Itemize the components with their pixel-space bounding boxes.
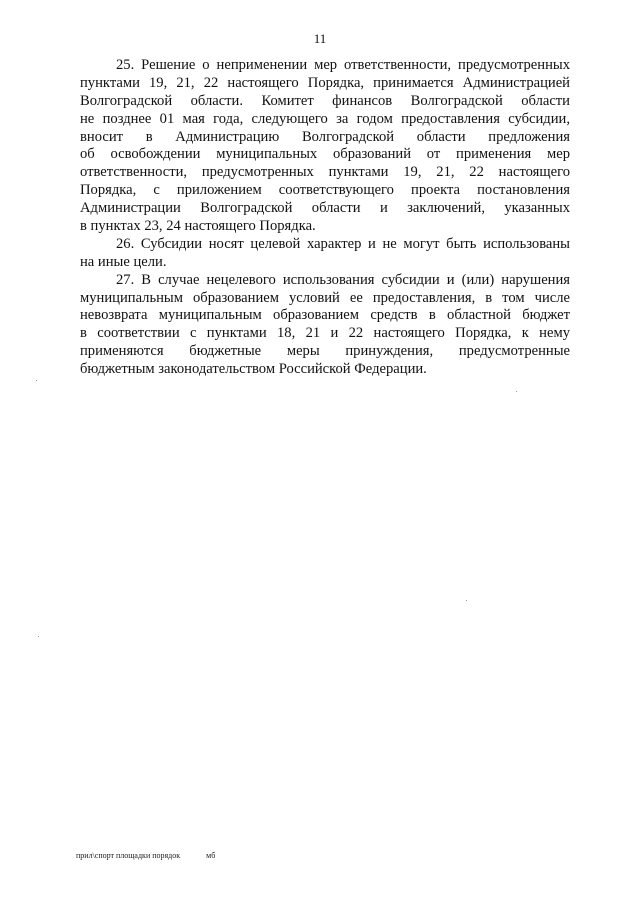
scan-speck [516, 391, 517, 392]
text-line: в пунктах 23, 24 настоящего Порядка. [80, 218, 316, 235]
text-line: вносит в Администрацию Волгоградской области предложения [80, 128, 570, 145]
footer-file-reference [76, 851, 215, 861]
page-number: 11 [313, 31, 327, 46]
footer-path: прил\спорт площадки порядок [76, 851, 181, 860]
scan-speck [36, 380, 37, 381]
text-line: на иные цели. [80, 253, 167, 270]
text-line: Администрации Волгоградской области и заключений, указанных [80, 200, 570, 217]
scan-speck [38, 636, 39, 637]
text-line: Порядка, с приложением соответствующего проекта постановления [80, 182, 570, 199]
text-line: 27. В случае нецелевого использования субсидии и (или) нарушения [116, 271, 570, 288]
paragraph-25 [80, 57, 570, 236]
paragraph-26 [80, 236, 570, 272]
scan-speck [466, 600, 467, 601]
text-line: 26. Субсидии носят целевой характер и не могут быть использованы [116, 235, 570, 252]
text-line: не позднее 01 мая года, следующего за годом предоставления субсидии, [80, 110, 570, 127]
paragraph-27 [80, 272, 570, 379]
text-line: муниципальным образованием условий ее предоставления, в том числе [80, 289, 570, 306]
document-body [80, 57, 570, 379]
text-line: пунктами 19, 21, 22 настоящего Порядка, принимается Администрацией [80, 74, 570, 91]
text-line: в соответствии с пунктами 18, 21 и 22 настоящего Порядка, к нему [80, 325, 570, 342]
text-line: невозврата муниципальным образованием средств в областной бюджет [80, 307, 570, 324]
text-line: 25. Решение о неприменении мер ответственности, предусмотренных [116, 57, 570, 73]
text-line: применяются бюджетные меры принуждения, предусмотренные [80, 343, 570, 360]
text-line: об освобождении муниципальных образований от применения мер [80, 146, 570, 163]
text-line: ответственности, предусмотренных пунктами 19, 21, 22 настоящего [80, 164, 570, 181]
text-line: бюджетным законодательством Российской Федерации. [80, 361, 427, 378]
text-line: Волгоградской области. Комитет финансов Волгоградской области [80, 92, 570, 109]
footer-code: мб [206, 851, 216, 860]
